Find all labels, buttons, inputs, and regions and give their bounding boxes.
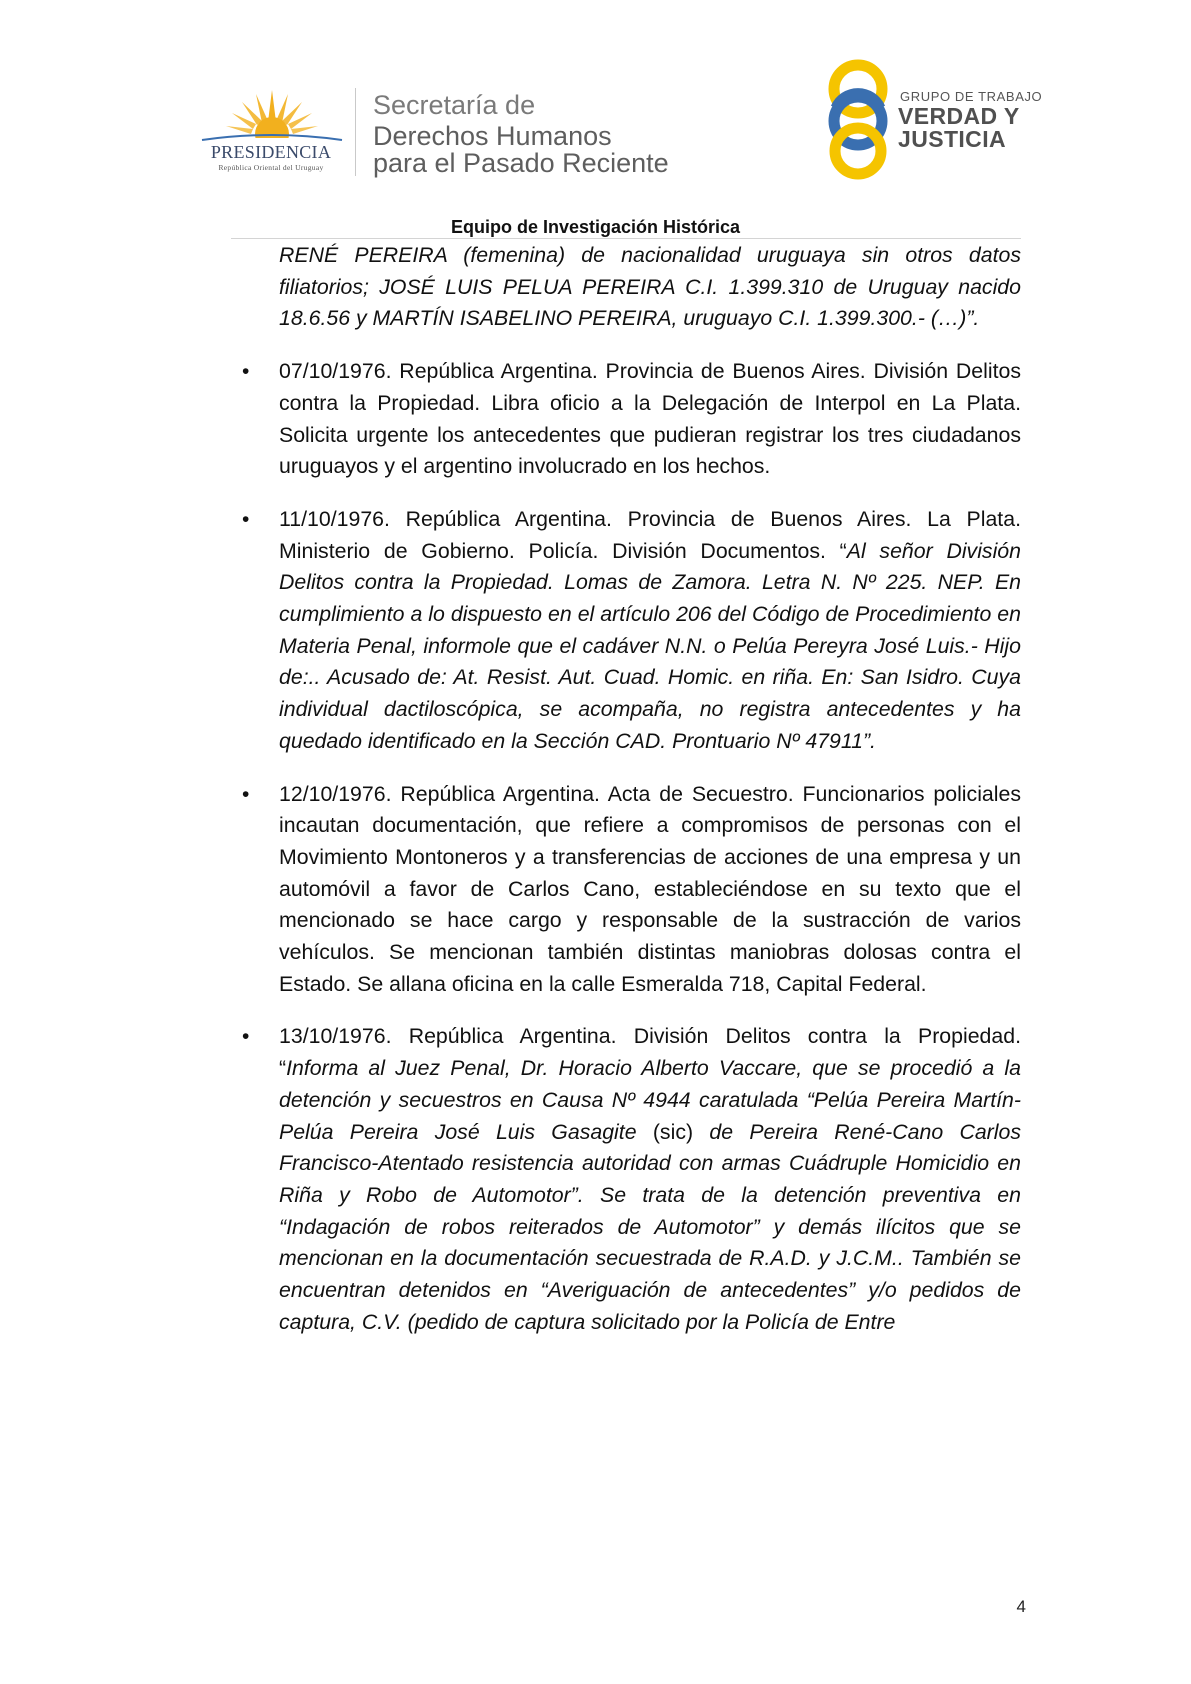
bullet: • xyxy=(242,360,250,384)
grupo-line1: GRUPO DE TRABAJO xyxy=(900,89,1043,104)
bullet: • xyxy=(242,782,250,806)
bullet: • xyxy=(242,507,250,531)
continuation-paragraph: RENÉ PEREIRA (femenina) de nacionalidad uruguaya sin otros datos filiatorios; JOSÉ LUIS PELUA PEREIRA C.I. 1.399.310 de Uruguay nacido 18.6.56 y MARTÍN ISABELINO PEREIRA, uruguayo C.I. 1.399.300.- (…)”. xyxy=(279,243,1021,331)
grupo-line2: VERDAD Y xyxy=(898,103,1020,129)
entry-text: 07/10/1976. República Argentina. Provincia de Buenos Aires. División Delitos contra la Propiedad. Libra oficio a la Delegación de Interpol en La Plata. Solicita urgente los antecedentes que pudieran registrar los tres ciudadanos uruguayos y el argentino involucrado en los hechos. xyxy=(279,359,1021,479)
entry-text: 12/10/1976. República Argentina. Acta de Secuestro. Funcionarios policiales incautan documentación, que refiere a compromisos de personas con el Movimiento Montoneros y a transferencias de acciones de una empresa y un automóvil a favor de Carlos Cano, estableciéndose en su texto que el mencionado se hace cargo y responsable de la sustracción de varios vehículos. Se mencionan también distintas maniobras dolosas contra el Estado. Se allana oficina en la calle Esmeralda 718, Capital Federal. xyxy=(279,781,1021,996)
entry-sic: (sic) xyxy=(652,1119,694,1144)
secretaria-line1: Secretaría de xyxy=(373,90,536,120)
page-header xyxy=(0,0,1191,237)
verdad-justicia-logo xyxy=(818,58,898,180)
secretaria-line3: para el Pasado Reciente xyxy=(373,148,669,178)
list-item xyxy=(242,504,1021,758)
entry-lead: 11/10/1976. República Argentina. Provincia de Buenos Aires. La Plata. Ministerio de Gobierno. Policía. División Documentos. “ xyxy=(279,506,1021,563)
interlocked-rings-icon xyxy=(818,58,898,180)
list-item xyxy=(242,356,1021,483)
entry-text xyxy=(279,1021,1021,1338)
list-item xyxy=(242,1021,1021,1338)
presidencia-subtitle: República Oriental del Uruguay xyxy=(218,163,324,172)
document-body xyxy=(242,240,1021,1339)
list-item xyxy=(242,779,1021,1001)
presidencia-title: PRESIDENCIA xyxy=(210,142,332,162)
entry-quote-part1: Informa al Juez Penal, Dr. Horacio Alberto Vaccare, que se procedió a la detención y secuestros en Causa Nº 4944 caratulada “Pelúa Pereira Martín-Pelúa Pereira José Luis Gasagite xyxy=(279,1056,1021,1144)
header-rule xyxy=(231,238,1021,239)
entry-quote: Al señor División Delitos contra la Propiedad. Lomas de Zamora. Letra N. Nº 225. NEP. En cumplimiento a lo dispuesto en el artículo 206 del Código de Procedimiento en Materia Penal, informole que el cadáver N.N. o Pelúa Pereyra José Luis.- Hijo de:.. Acusado de: At. Resist. Aut. Cuad. Homic. en riña. En: San Isidro. Cuya individual dactiloscópica, se acompaña, no registra antecedentes y ha quedado identificado en la Sección CAD. Prontuario Nº 47911”. xyxy=(279,538,1021,753)
entry-quote-part2: de Pereira René-Cano Carlos Francisco-Atentado resistencia autoridad con armas Cuádruple Homicidio en Riña y Robo de Automotor”. Se trata de la detención preventiva en “Indagación de robos reiterados de Automotor” y demás ilícitos que se mencionan en la documentación secuestrada de R.A.D. y J.C.M.. También se encuentran detenidos en “Averiguación de antecedentes” y/o pedidos de captura, C.V. (pedido de captura solicitado por la Policía de Entre xyxy=(279,1119,1021,1334)
sun-icon xyxy=(196,82,348,144)
entry-lead: 13/10/1976. República Argentina. División Delitos contra la Propiedad. “ xyxy=(279,1024,1021,1081)
bullet: • xyxy=(242,1025,250,1049)
grupo-line3: JUSTICIA xyxy=(898,126,1006,152)
entry-text xyxy=(279,504,1021,758)
page-number: 4 xyxy=(1016,1597,1026,1616)
header-divider xyxy=(355,88,356,176)
secretaria-line2: Derechos Humanos xyxy=(373,121,612,151)
team-title: Equipo de Investigación Histórica xyxy=(450,217,741,237)
